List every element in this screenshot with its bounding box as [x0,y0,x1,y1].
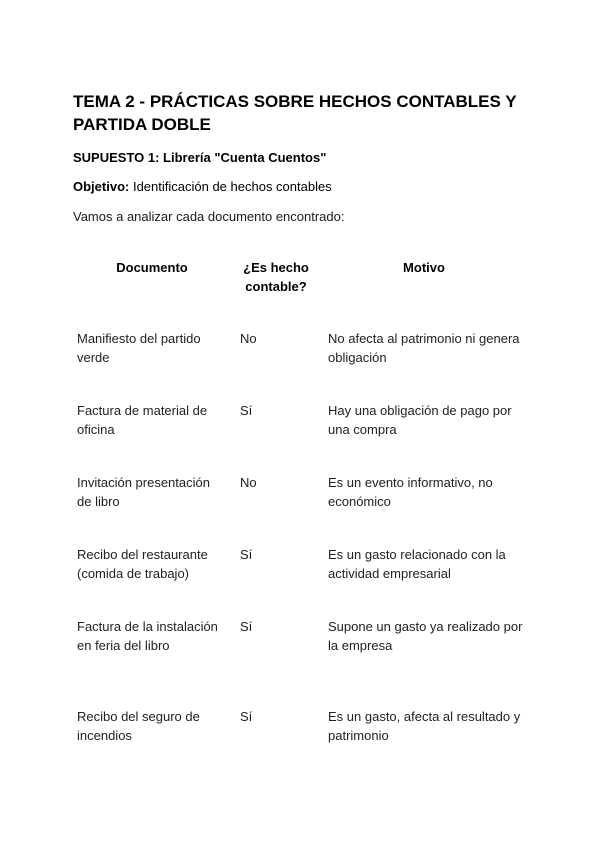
header-hecho-contable: ¿Es hecho contable? [243,260,309,294]
cell-motivo: Es un gasto relacionado con la actividad empresarial [328,547,506,581]
cell-motivo: Es un evento informativo, no económico [328,475,493,509]
cell-documento: Recibo del seguro de incendios [77,709,200,743]
header-documento: Documento [116,260,188,275]
cell-hecho: No [240,331,257,346]
cell-hecho: Sí [240,547,253,562]
cell-hecho: Sí [240,619,253,634]
cell-motivo: Supone un gasto ya realizado por la empresa [328,619,523,653]
case-subtitle: SUPUESTO 1: Librería "Cuenta Cuentos" [73,150,327,165]
objective-line [73,178,332,196]
cell-documento: Factura de material de oficina [77,403,208,437]
cell-motivo: Hay una obligación de pago por una compra [328,403,512,437]
cell-documento: Invitación presentación de libro [77,475,210,509]
cell-hecho: No [240,475,257,490]
cell-documento: Recibo del restaurante (comida de trabajo) [77,547,208,581]
cell-motivo: No afecta al patrimonio ni genera obligación [328,331,520,365]
objective-label: Objetivo: [73,179,130,194]
cell-hecho: Sí [240,403,253,418]
intro-text: Vamos a analizar cada documento encontrado: [73,209,345,224]
cell-hecho: Sí [240,709,253,724]
page-title: TEMA 2 - PRÁCTICAS SOBRE HECHOS CONTABLES Y PARTIDA DOBLE [73,92,517,134]
header-motivo: Motivo [403,260,445,275]
cell-motivo: Es un gasto, afecta al resultado y patrimonio [328,709,521,743]
objective-text: Identificación de hechos contables [129,179,332,194]
cell-documento: Factura de la instalación en feria del libro [77,619,218,653]
cell-documento: Manifiesto del partido verde [77,331,201,365]
